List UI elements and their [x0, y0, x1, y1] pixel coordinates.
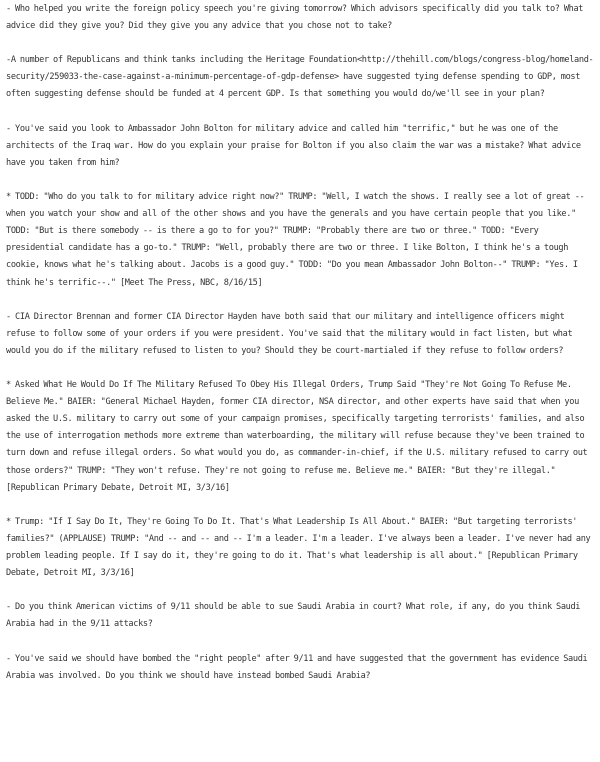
paragraph-meet-the-press-quote: * TODD: "Who do you talk to for military advice right now?" TRUMP: "Well, I watch the shows. I really see a lot of great -- when you watch your show and all of the other shows and you have the generals and you have certain people that you like." TODD: "But is there somebody -- is there a go to for you?" TRUMP: "Probably there are two or three." TODD: "Every presidential candidate has a go-to." TRUMP: "Well, probably there are two or three. I like Bolton, I think he's a tough cookie, knows what he's talking about. Jacobs is a good guy." TODD: "Do you mean Ambassador John Bolton--" TRUMP: "Yes. I think he's terrific--." [Meet The Press, NBC, 8/16/15] [6, 192, 585, 288]
paragraph-bolton-question: - You've said you look to Ambassador John Bolton for military advice and called him "terrific," but he was one of the architects of the Iraq war. How do you explain your praise for Bolton if you also claim the war was a mistake? What advice have you taken from him? [6, 123, 581, 168]
paragraph-leadership-quote: * Trump: "If I Say Do It, They're Going To Do It. That's What Leadership Is All About." BAIER: "But targeting terrorists' families?" (APPLAUSE) TRUMP: "And -- and -- and -- I'm a leader. I'm a leader. I've always been a leader. I've never had any problem leading people. If I say do it, they're going to do it. That's what leadership is all about." [Republican Primary Debate, Detroit MI, 3/3/16] [6, 516, 591, 579]
paragraph-911-victims-question: - Do you think American victims of 9/11 should be able to sue Saudi Arabia in court? What role, if any, do you think Saudi Arabia had in the 9/11 attacks? [6, 602, 581, 630]
paragraph-speech-advisors: - Who helped you write the foreign policy speech you're giving tomorrow? Which advisors specifically did you talk to? What advice did they give you? Did they give you any advice that you chose not to take? [6, 4, 584, 32]
paragraph-military-orders-question: - CIA Director Brennan and former CIA Director Hayden have both said that our military and intelligence officers might refuse to follow some of your orders if you were president. You've said that the military would in fact listen, but what would you do if the military refused to listen to you? Should they be court-martialed if they refuse to follow orders? [6, 311, 573, 356]
paragraph-illegal-orders-quote: * Asked What He Would Do If The Military Refused To Obey His Illegal Orders, Trump Said "They're Not Going To Refuse Me. Believe Me." BAIER: "General Michael Hayden, former CIA director, NSA director, and other experts have said that when you asked the U.S. military to carry out some of your campaign promises, specifically targeting terrorists' families, and also the use of interrogation methods more extreme than waterboarding, the military will refuse because they've been trained to turn down and refuse illegal orders. So what would you do, as commander-in-chief, if the U.S. military refused to carry out those orders?" TRUMP: "They won't refuse. They're not going to refuse me. Believe me." BAIER: "But they're illegal." [Republican Primary Debate, Detroit MI, 3/3/16] [6, 380, 588, 493]
paragraph-bombing-question: - You've said we should have bombed the "right people" after 9/11 and have suggested that the government has evidence Saudi Arabia was involved. Do you think we should have instead bombed Saudi Arabia? [6, 653, 588, 681]
paragraph-defense-spending-gdp: -A number of Republicans and think tanks including the Heritage Foundation<http://thehill.com/blogs/congress-blog/homeland-security/259033-the-case-against-a-minimum-percentage-of-gdp-defense> have suggested tying defense spending to GDP, most often suggesting defense should be funded at 4 percent GDP. Is that something you would do/we'll see in your plan? [6, 55, 594, 100]
